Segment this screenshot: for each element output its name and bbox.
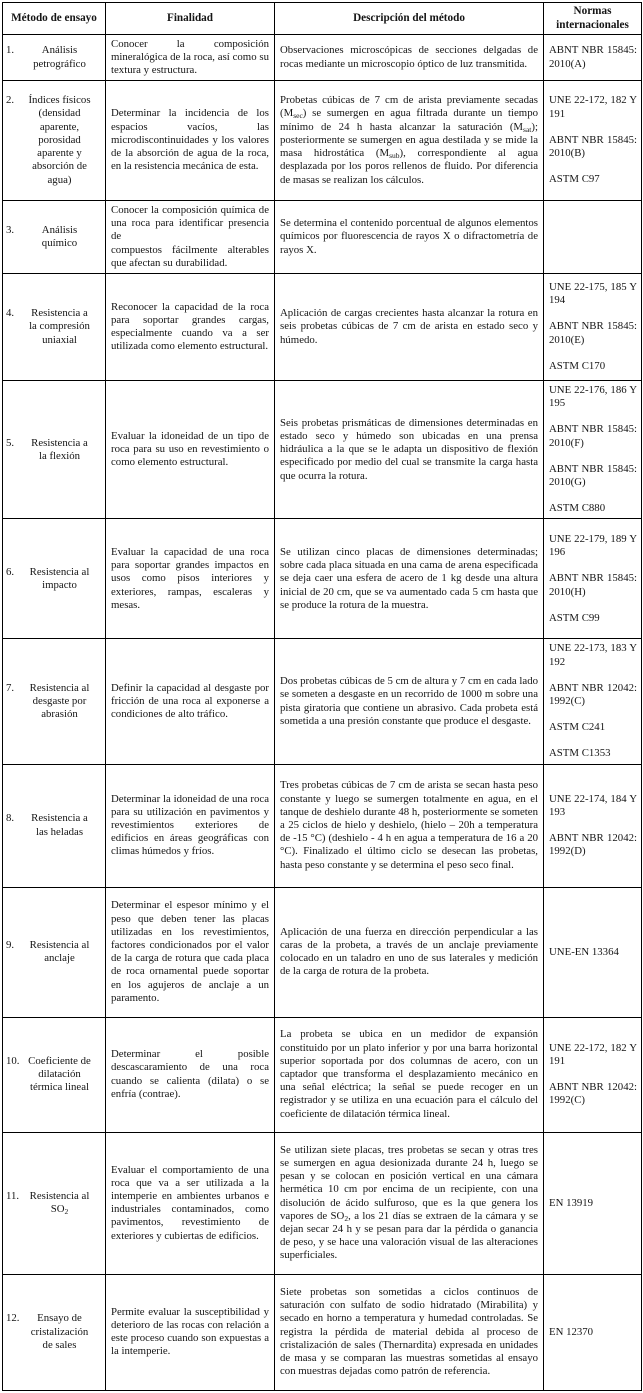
norm-item: ABNT NBR 15845: 2010(G): [549, 462, 637, 489]
header-cell-descripcion: Descripción del método: [275, 3, 544, 35]
norm-item: ASTM C97: [549, 173, 600, 186]
norm-item: ASTM C241: [549, 721, 606, 734]
norm-item: ABNT NBR 15845: 2010(B): [549, 133, 637, 160]
method-wrap: [6, 44, 101, 70]
header-cell-metodo: Método de ensayo: [3, 3, 106, 35]
normas-cell: [544, 887, 642, 1017]
normas-cell: [544, 764, 642, 887]
norm-item: UNE 22-173, 183 Y 192: [549, 642, 637, 668]
method-wrap: [6, 307, 101, 347]
norm-item: ABNT NBR 12042: 1992(D): [549, 832, 637, 858]
method-wrap: [6, 223, 101, 250]
method-number: 2.: [6, 94, 15, 107]
descripcion-cell: Observaciones microscópicas de secciones delgadas de rocas mediante un microscopio óptico de luz transmitida.: [275, 35, 544, 81]
finalidad-cell: Reconocer la capacidad de la roca para soportar grandes cargas, especialmente cuando va a ser utilizada como elemento estructural.: [106, 274, 275, 381]
table-row: [3, 887, 642, 1017]
finalidad-cell: Evaluar el comportamiento de una roca que va a ser utilizada a la intemperie en ambientes urbanos e industriales contaminados, como pavimentos, revestimiento de exteriores y cubiertas de edificios.: [106, 1132, 275, 1274]
norm-item: ASTM C170: [549, 359, 606, 372]
table-row: [3, 764, 642, 887]
method-number: 6.: [6, 565, 15, 578]
norm-item: UNE-EN 13364: [549, 945, 619, 958]
method-name: Índices físicos (densidad aparente, porosidad aparente y absorción de agua): [28, 94, 91, 186]
descripcion-cell: Se determina el contenido porcentual de algunos elementos químicos por fluorescencia de rayos X o difractometría de rayos X.: [275, 201, 544, 274]
method-cell: [3, 381, 106, 519]
method-wrap: [6, 1189, 101, 1217]
method-cell: [3, 764, 106, 887]
norm-item: ASTM C1353: [549, 747, 611, 760]
method-wrap: [6, 94, 101, 186]
descripcion-cell: Tres probetas cúbicas de 7 cm de arista se secan hasta peso constante y luego se sumergen totalmente en agua, en el tanque de deshielo durante 48 h, posteriormente se someten a 25 ciclos de hielo y deshielo, (hielo – 20h a temperatura de -15 °C) (deshielo - 4 h en agua a temperatura de 16 a 20 °C). Finalizado el último ciclo se desecan las probetas, hasta peso constante y se determina el peso seco final.: [275, 764, 544, 887]
finalidad-cell: Determinar el posible descascaramiento de una roca cuando se calienta (dilata) o se enfría (contrae).: [106, 1017, 275, 1132]
norm-item: EN 13919: [549, 1196, 594, 1209]
method-cell: [3, 274, 106, 381]
norm-item: ABNT NBR 12042: 1992(C): [549, 681, 637, 708]
method-wrap: [6, 436, 101, 463]
descripcion-cell: Se utilizan cinco placas de dimensiones determinadas; sobre cada placa situada en una cama de arena especificada se deja caer una esfera de acero de 1 kg desde una altura inicial de 20 cm, que se va aumentado cada 5 cm hasta que se produce la rotura de la muestra.: [275, 519, 544, 639]
table-row: [3, 1017, 642, 1132]
normas-cell: [544, 35, 642, 81]
norm-item: UNE 22-172, 182 Y 191: [549, 94, 637, 120]
normas-cell: [544, 274, 642, 381]
norm-item: UNE 22-175, 185 Y 194: [549, 280, 637, 307]
norm-item: ABNT NBR 15845: 2010(F): [549, 423, 637, 449]
norm-item: UNE 22-174, 184 Y 193: [549, 792, 637, 818]
method-cell: [3, 639, 106, 764]
method-number: 7.: [6, 681, 15, 694]
table-row: [3, 1132, 642, 1274]
method-cell: [3, 519, 106, 639]
header-row: [3, 3, 642, 35]
method-name: Ensayo de cristalización de sales: [30, 1312, 89, 1351]
method-name: Resistencia a la compresión uniaxial: [29, 307, 90, 346]
descripcion-cell: Dos probetas cúbicas de 5 cm de altura y 7 cm en cada lado se someten a desgaste en un recorrido de 1000 m sobre una pista giratoria que contiene un abrasivo. Cada probeta está sometida a una presión constante que produce el desgaste.: [275, 639, 544, 764]
norm-item: ABNT NBR 12042: 1992(C): [549, 1081, 637, 1107]
normas-cell: [544, 519, 642, 639]
descripcion-cell: Aplicación de una fuerza en dirección perpendicular a las caras de la probeta, a través de un anclaje previamente colocado en un taladro en uno de sus laterales y medición de la carga de rotura de la probeta.: [275, 887, 544, 1017]
finalidad-cell: Determinar el espesor mínimo y el peso que deben tener las placas utilizadas en los revestimientos, factores condicionados por el valor de la carga de rotura que cada placa de roca ornamental puede soportar en los agujeros de anclaje a un paramento.: [106, 887, 275, 1017]
normas-cell: [544, 201, 642, 274]
method-wrap: [6, 812, 101, 838]
method-wrap: [6, 565, 101, 592]
norm-item: UNE 22-179, 189 Y 196: [549, 532, 637, 559]
method-cell: [3, 1132, 106, 1274]
method-cell: [3, 81, 106, 201]
table-row: [3, 381, 642, 519]
method-number: 10.: [6, 1054, 20, 1067]
table-header: [3, 3, 642, 35]
norm-item: EN 12370: [549, 1325, 594, 1338]
finalidad-cell: Permite evaluar la susceptibilidad y deterioro de las rocas con relación a este proceso cuando son expuestas a la intemperie.: [106, 1274, 275, 1390]
table-row: [3, 201, 642, 274]
method-cell: [3, 1274, 106, 1390]
method-name: Resistencia al desgaste por abrasión: [29, 681, 90, 721]
table-row: [3, 274, 642, 381]
finalidad-cell: Conocer la composición mineralógica de la roca, así como su textura y estructura.: [106, 35, 275, 81]
method-name: Coeficiente de dilatación térmica lineal: [28, 1054, 91, 1094]
method-number: 12.: [6, 1312, 20, 1325]
method-cell: [3, 887, 106, 1017]
table-row: [3, 81, 642, 201]
descripcion-cell: Se utilizan siete placas, tres probetas se secan y otras tres se sumergen en agua desionizada durante 24 h, luego se pesan y se colocan en posición vertical en una cámara hermética 10 cm por encima de un recipiente, con una disolución de ácido sulfuroso, que es la que genera los vapores de $SO_2$, a los 21 días se extraen de la cámara y se dejan secar 24 h y se pesan para dar la pérdida o ganancia de peso, y se hace una valoración visual de las alteraciones superficiales.: [275, 1132, 544, 1274]
method-cell: [3, 1017, 106, 1132]
method-number: 5.: [6, 436, 15, 449]
normas-cell: [544, 1132, 642, 1274]
finalidad-cell: Definir la capacidad al desgaste por fricción de una roca al exponerse a condiciones de alto tráfico.: [106, 639, 275, 764]
norm-item: ABNT NBR 15845: 2010(H): [549, 572, 637, 598]
finalidad-cell: Conocer la composición química de una roca para identificar presencia de compuestos fácilmente alterables que afectan su durabilidad.: [106, 201, 275, 274]
descripcion-cell: La probeta se ubica en un medidor de expansión constituido por un plato inferior y por una barra horizontal superior soportada por dos columnas de acero, con un captador que transforma el desplazamiento mecánico en una señal eléctrica; la señal se puede recoger en un registrador y se utiliza en una ecuación para el cálculo del coeficiente de dilatación térmica lineal.: [275, 1017, 544, 1132]
norm-item: ASTM C880: [549, 502, 606, 515]
method-cell: [3, 201, 106, 274]
table-row: [3, 519, 642, 639]
method-name: Resistencia al $SO_2$: [29, 1189, 90, 1217]
method-name: Resistencia al impacto: [29, 565, 90, 591]
norm-item: ASTM C99: [549, 611, 600, 624]
table-row: [3, 35, 642, 81]
method-cell: [3, 35, 106, 81]
norm-item: ABNT NBR 15845: 2010(A): [549, 44, 637, 70]
normas-cell: [544, 81, 642, 201]
method-number: 1.: [6, 44, 15, 57]
normas-cell: [544, 639, 642, 764]
method-number: 4.: [6, 307, 15, 320]
finalidad-cell: Determinar la incidencia de los espacios vacíos, las microdiscontinuidades y los valores de la absorción de agua de la roca, en la resistencia mecánica de esta.: [106, 81, 275, 201]
descripcion-cell: Siete probetas son sometidas a ciclos continuos de saturación con sulfato de sodio hidratado (Mirabilita) y secado en horno a temperatura y humedad controladas. Se registra la pérdida de material debida al proceso de cristalización de sales (Thernardita) expresada en unidades de masa y se comparan las muestras sometidas al ensayo con muestras dejadas como patrón de referencia.: [275, 1274, 544, 1390]
norm-item: UNE 22-172, 182 Y 191: [549, 1041, 637, 1067]
method-number: 9.: [6, 938, 15, 951]
table-body: [3, 35, 642, 1391]
normas-cell: [544, 1017, 642, 1132]
table-row: [3, 1274, 642, 1390]
descripcion-cell: Seis probetas prismáticas de dimensiones determinadas en estado seco y húmedo son ubicadas en una prensa hidráulica a la que se le adapta un dispositivo de flexión especificado por medio del cual se transmite la carga hasta que ocurra la rotura.: [275, 381, 544, 519]
method-number: 3.: [6, 223, 15, 236]
norm-item: ABNT NBR 15845: 2010(E): [549, 320, 637, 346]
method-number: 11.: [6, 1189, 20, 1202]
normas-cell: [544, 1274, 642, 1390]
finalidad-cell: Evaluar la idoneidad de un tipo de roca para su uso en revestimiento o como elemento estructural.: [106, 381, 275, 519]
descripcion-cell: Aplicación de cargas crecientes hasta alcanzar la rotura en seis probetas cúbicas de 7 cm de arista en estado seco y húmedo.: [275, 274, 544, 381]
finalidad-cell: Determinar la idoneidad de una roca para su utilización en pavimentos y revestimientos exteriores de edificios en áreas geográficas con climas húmedos y fríos.: [106, 764, 275, 887]
method-name: Análisis petrográfico: [33, 44, 86, 70]
table-row: [3, 639, 642, 764]
method-name: Resistencia a la flexión: [31, 436, 88, 462]
method-wrap: [6, 1312, 101, 1352]
normas-cell: [544, 381, 642, 519]
method-wrap: [6, 938, 101, 965]
method-name: Resistencia al anclaje: [29, 938, 90, 965]
finalidad-cell: Evaluar la capacidad de una roca para soportar grandes impactos en usos como pisos interiores y exteriores, rampas, escaleras y mesas.: [106, 519, 275, 639]
method-name: Resistencia a las heladas: [31, 812, 88, 838]
method-number: 8.: [6, 812, 15, 825]
norm-item: UNE 22-176, 186 Y 195: [549, 384, 637, 410]
method-wrap: [6, 681, 101, 722]
descripcion-cell: Probetas cúbicas de 7 cm de arista previamente secadas $(M_{sec})$ se sumergen en agua filtrada durante un tiempo mínimo de 24 h hasta alcanzar la saturación $(M_{sat})$; posteriormente se sumergen en agua destilada y se mide la masa hidrostática $(M_{sub})$, correspondiente al agua desplazada por los poros rellenos de fluido. Por diferencia de masas se realizan los cálculos.: [275, 81, 544, 201]
header-cell-finalidad: Finalidad: [106, 3, 275, 35]
method-wrap: [6, 1054, 101, 1095]
header-cell-normas: Normas internacionales: [544, 3, 642, 35]
method-name: Análisis químico: [41, 223, 78, 249]
test-methods-table: [2, 2, 642, 1391]
